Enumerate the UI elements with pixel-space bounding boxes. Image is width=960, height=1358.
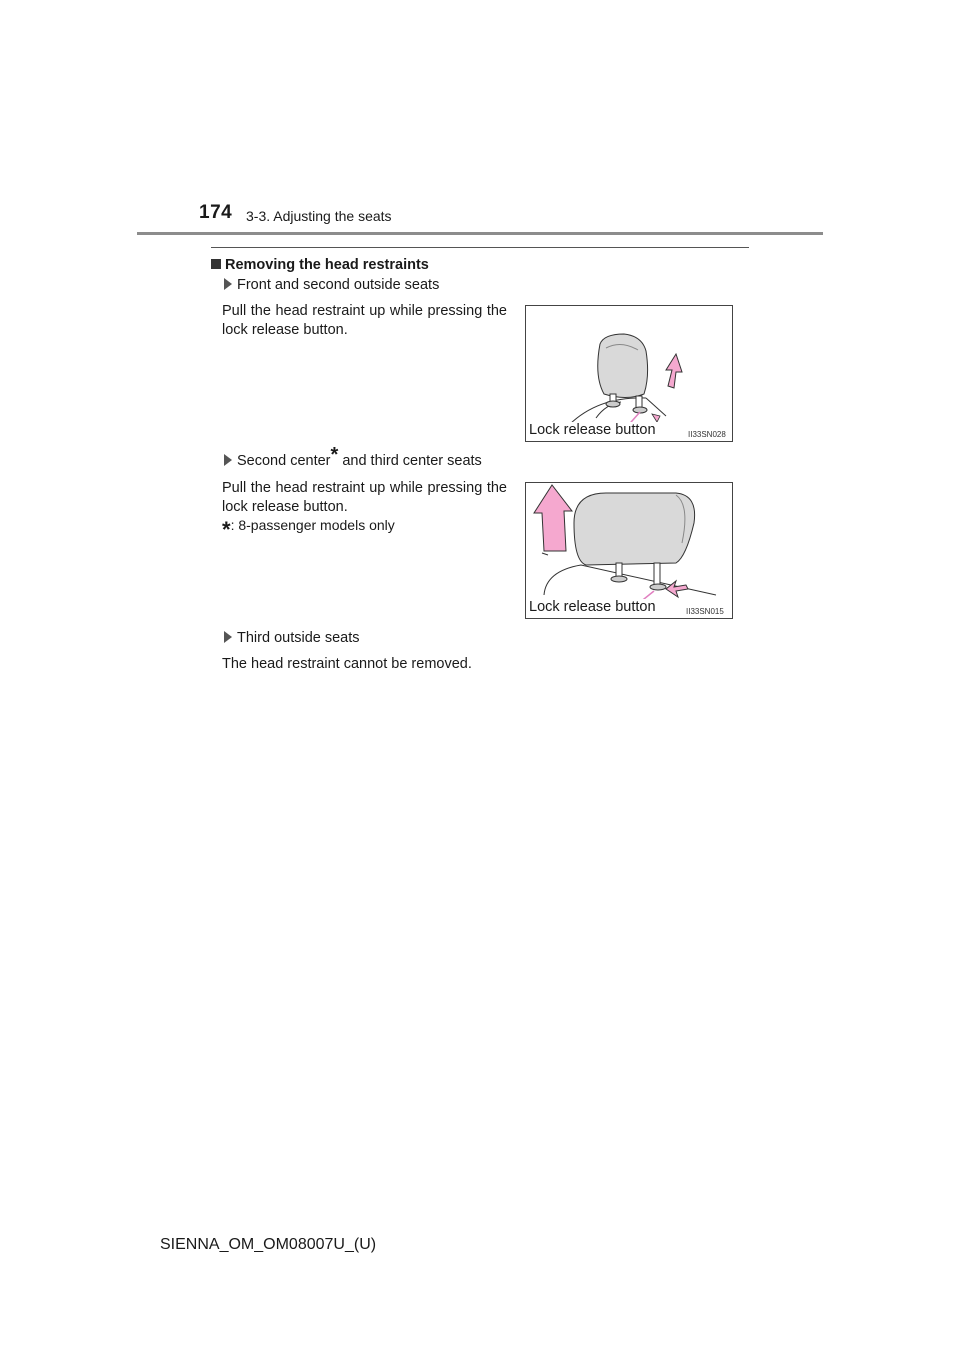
figure-front-headrest: [525, 305, 733, 442]
headrest-illustration: [526, 483, 732, 618]
footnote: [222, 517, 395, 543]
item-label-text: Front and second outside seats: [237, 277, 440, 293]
section-divider: [211, 247, 749, 248]
heading-text: Removing the head restraints: [225, 257, 429, 273]
instruction-text: The head restraint cannot be removed.: [222, 656, 472, 672]
page-number: 174: [199, 202, 233, 223]
section-heading: [211, 257, 429, 273]
figure-center-headrest: [525, 482, 733, 619]
item-label-text-end: and third center seats: [338, 453, 482, 469]
square-bullet-icon: [211, 259, 221, 269]
headrest-illustration: [526, 306, 732, 441]
footnote-star: *: [222, 517, 231, 542]
triangle-bullet-icon: [224, 631, 232, 643]
figure-caption: Lock release button: [529, 422, 656, 438]
footnote-star: *: [330, 444, 339, 466]
item-label-center: [224, 444, 482, 469]
instruction-text: Pull the head restraint up while pressing the lock release button.: [222, 303, 507, 338]
item-label-text: Second center: [237, 453, 331, 469]
header-divider: [137, 232, 823, 235]
triangle-bullet-icon: [224, 454, 232, 466]
item-label-text: Third outside seats: [237, 630, 360, 646]
document-footer: SIENNA_OM_OM08007U_(U): [160, 1236, 377, 1253]
figure-caption: Lock release button: [529, 599, 656, 615]
triangle-bullet-icon: [224, 278, 232, 290]
footnote-text: : 8-passenger models only: [230, 517, 395, 533]
instruction-text: Pull the head restraint up while pressing the lock release button.: [222, 480, 507, 515]
item-label-front: [224, 277, 439, 293]
figure-code: II33SN015: [686, 607, 724, 616]
item-label-third-outside: [224, 630, 360, 646]
section-title: 3-3. Adjusting the seats: [246, 208, 392, 224]
figure-code: II33SN028: [688, 430, 726, 439]
